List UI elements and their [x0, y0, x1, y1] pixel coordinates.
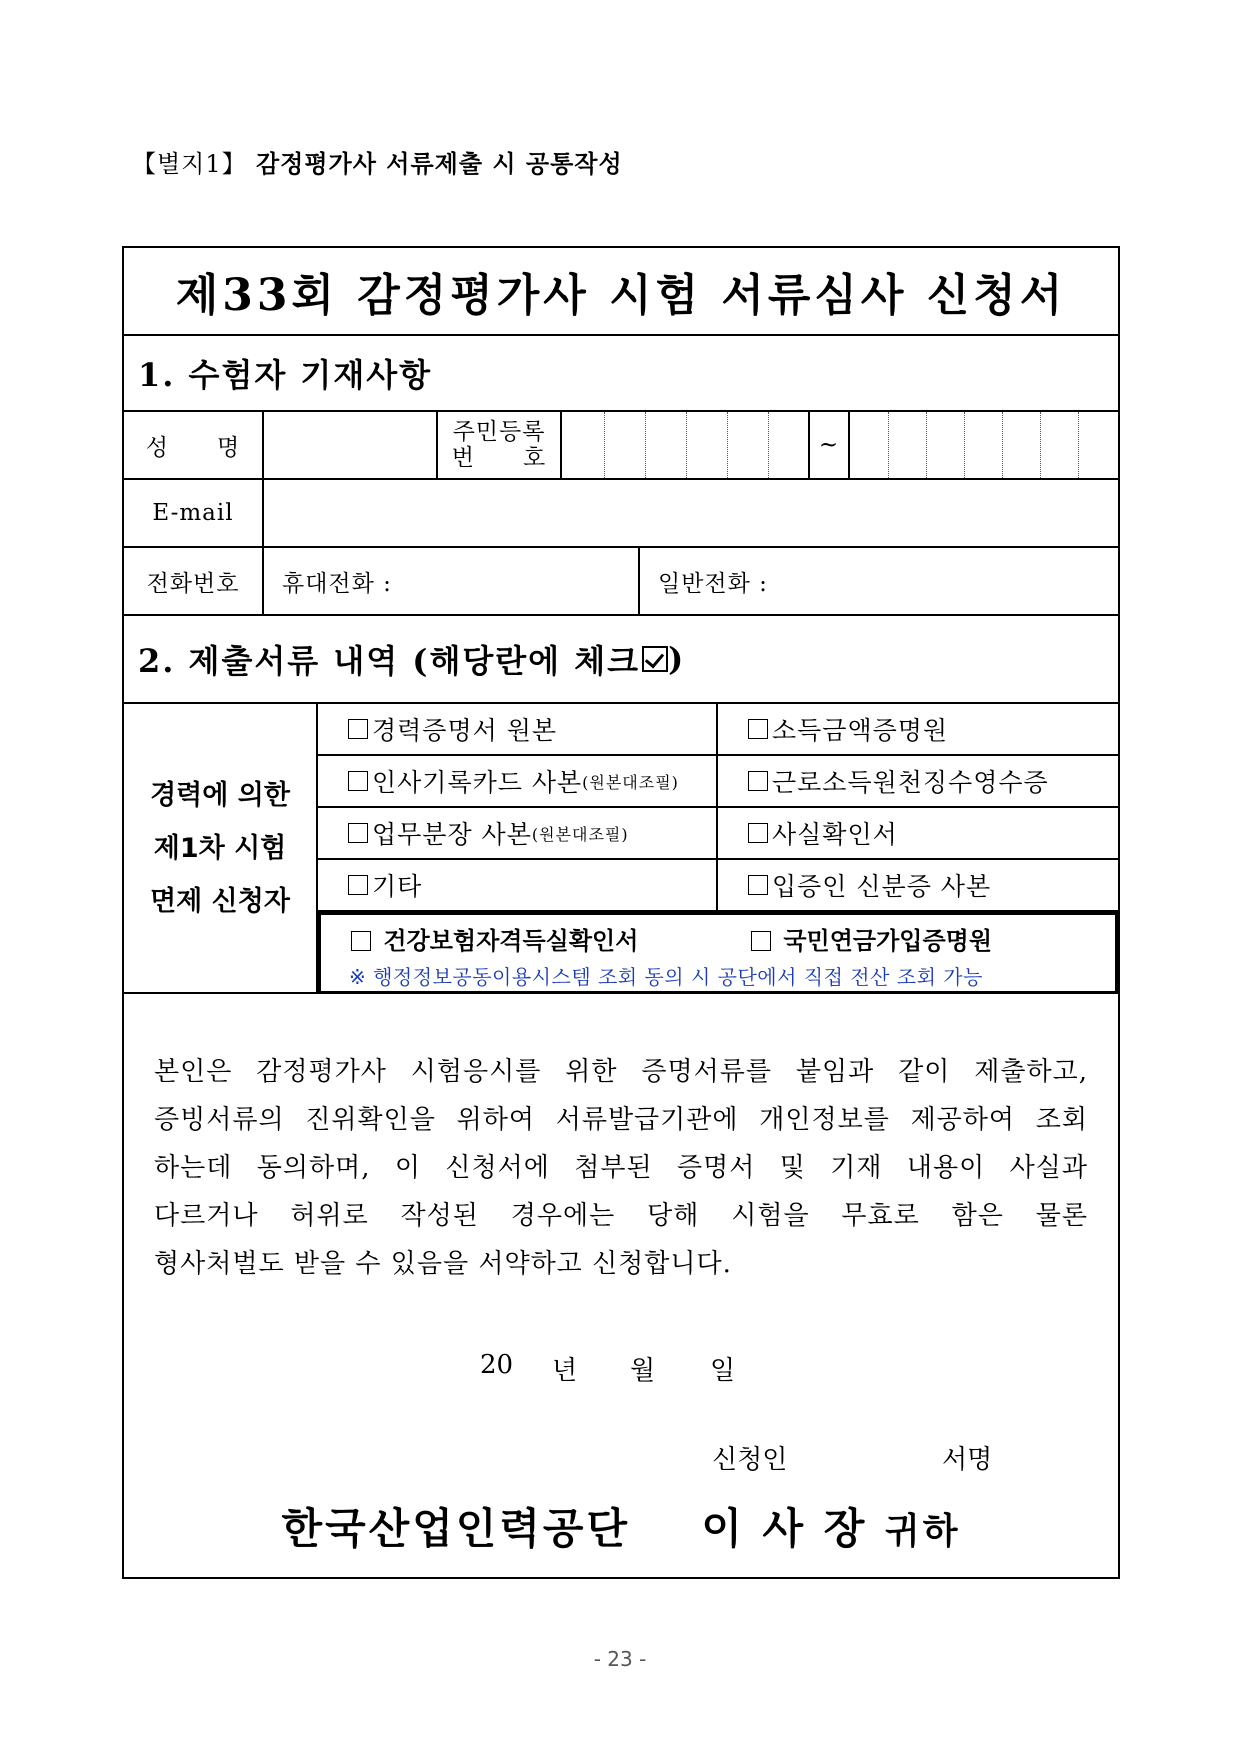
- gov-data-box: [318, 912, 1118, 994]
- attachment-heading: [132, 144, 623, 179]
- document-row: [318, 756, 1118, 808]
- mobile-field[interactable]: 휴대전화 :: [264, 548, 640, 614]
- date-year-prefix: 20: [480, 1350, 514, 1380]
- doc-health-insurance[interactable]: 건강보험자격득실확인서: [351, 921, 638, 956]
- doc-personnel-record[interactable]: 인사기록카드 사본 (원본대조필): [318, 756, 718, 806]
- rrn-label: [438, 412, 562, 478]
- phone-label: 전화번호: [124, 548, 264, 614]
- rrn-label-line1: 주민등록: [452, 419, 546, 445]
- document-grid: [318, 704, 1118, 994]
- checkbox-icon[interactable]: [748, 823, 768, 843]
- consent-line: 형사처벌도 받을 수 있음을 서약하고 신청합니다.: [154, 1249, 732, 1279]
- application-form: [122, 246, 1120, 1579]
- email-field[interactable]: [264, 480, 1118, 546]
- recipient-org: 한국산업인력공단: [281, 1504, 631, 1553]
- exempt-label-line2: 제1차 시험: [153, 832, 287, 864]
- section2-row: [124, 616, 1118, 704]
- name-rrn-row: [124, 412, 1118, 480]
- checkbox-icon[interactable]: [351, 931, 371, 951]
- doc-duty-assignment[interactable]: 업무분장 사본 (원본대조필): [318, 808, 718, 858]
- name-label: 성 명: [124, 412, 264, 478]
- applicant-label: 신청인: [712, 1445, 788, 1475]
- document-row: [318, 808, 1118, 860]
- checkbox-icon[interactable]: [748, 875, 768, 895]
- recipient-title: 이 사 장: [701, 1504, 868, 1553]
- doc-national-pension[interactable]: 국민연금가입증명원: [751, 921, 992, 956]
- exempt-label-line1: 경력에 의한: [150, 779, 290, 811]
- recipient-suffix: 귀하: [884, 1510, 961, 1552]
- exempt-applicant-label: [124, 704, 318, 992]
- document-row: [318, 860, 1118, 912]
- rrn-back-field[interactable]: [850, 412, 1118, 478]
- signature-label: 서명: [942, 1445, 993, 1475]
- landline-field[interactable]: 일반전화 :: [658, 570, 768, 597]
- checkbox-icon[interactable]: [748, 719, 768, 739]
- consent-line: 증빙서류의 진위확인을 위하여 서류발급기관에 개인정보를 제공하여 조회: [154, 1105, 1088, 1135]
- checkbox-icon[interactable]: [748, 771, 768, 791]
- rrn-front-field[interactable]: [562, 412, 810, 478]
- form-title: 제33회 감정평가사 시험 서류심사 신청서: [175, 270, 1067, 321]
- date-day: 일: [710, 1356, 736, 1386]
- attachment-heading-text: 감정평가사 서류제출 시 공통작성: [256, 149, 623, 178]
- email-label: E-mail: [124, 480, 264, 546]
- consent-line: 본인은 감정평가사 시험응시를 위한 증명서류를 붙임과 같이 제출하고,: [154, 1057, 1088, 1087]
- section2-text: 2. 제출서류 내역 (해당란에 체크: [138, 642, 641, 680]
- documents-block: [124, 704, 1118, 994]
- recipient-line: [124, 1496, 1118, 1556]
- rrn-label-line2: 번 호: [451, 445, 547, 471]
- checkbox-icon[interactable]: [348, 875, 368, 895]
- exempt-label-line3: 면제 신청자: [150, 885, 290, 917]
- consent-paragraph: [154, 1048, 1088, 1288]
- consent-line: 하는데 동의하며, 이 신청서에 첨부된 증명서 및 기재 내용이 사실과: [154, 1153, 1088, 1183]
- date-year: 년: [552, 1356, 578, 1386]
- attachment-tag: 【별지1】: [132, 150, 247, 178]
- date-month: 월: [630, 1356, 656, 1386]
- document-row: [318, 704, 1118, 756]
- section1-heading: 1. 수험자 기재사항: [138, 356, 433, 394]
- checkbox-icon[interactable]: [348, 823, 368, 843]
- name-field[interactable]: [264, 412, 438, 478]
- checkbox-icon[interactable]: [348, 771, 368, 791]
- doc-other[interactable]: 기타: [318, 860, 718, 910]
- doc-fact-confirmation[interactable]: 사실확인서: [718, 808, 1118, 858]
- gov-data-note: ※ 행정정보공동이용시스템 조회 동의 시 공단에서 직접 전산 조회 가능: [349, 965, 983, 989]
- doc-income-certificate[interactable]: 소득금액증명원: [718, 704, 1118, 754]
- section2-heading: [124, 616, 685, 702]
- section2-end: ): [668, 640, 686, 678]
- consent-line: 다르거나 허위로 작성된 경우에는 당해 시험을 무효로 함은 물론: [154, 1201, 1088, 1231]
- email-row: [124, 480, 1118, 548]
- page-number: - 23 -: [593, 1647, 647, 1671]
- section1-row: [124, 336, 1118, 412]
- rrn-separator: ~: [810, 412, 850, 478]
- checkbox-icon[interactable]: [751, 931, 771, 951]
- title-row: [124, 248, 1118, 336]
- doc-witness-id[interactable]: 입증인 신분증 사본: [718, 860, 1118, 910]
- phone-row: [124, 548, 1118, 616]
- doc-career-certificate[interactable]: 경력증명서 원본: [318, 704, 718, 754]
- doc-withholding-receipt[interactable]: 근로소득원천징수영수증: [718, 756, 1118, 806]
- checkbox-icon[interactable]: [348, 719, 368, 739]
- checked-box-icon: [642, 646, 668, 672]
